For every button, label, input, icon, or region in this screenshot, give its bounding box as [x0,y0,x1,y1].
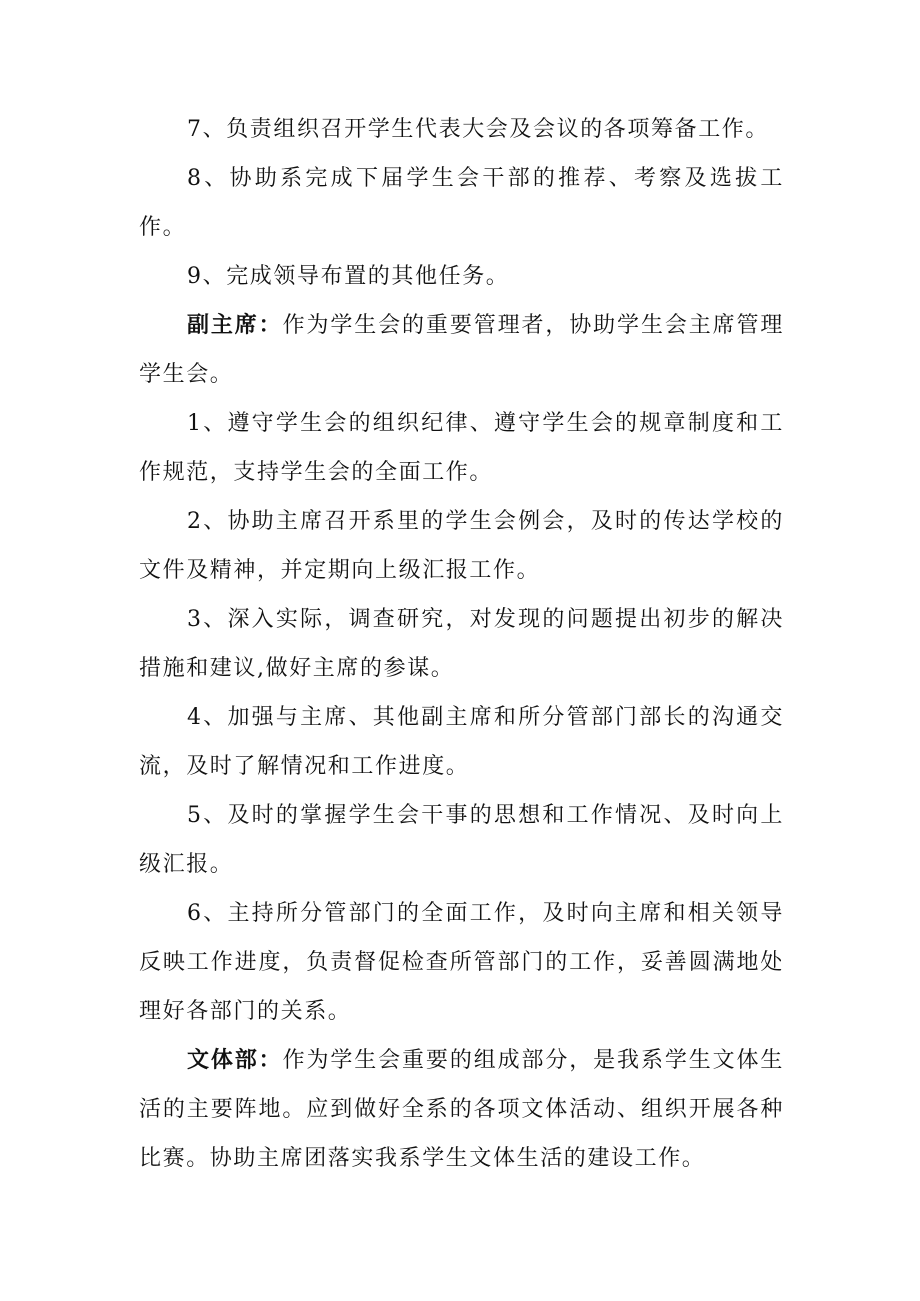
paragraph-item-vp-1 [139,399,784,497]
paragraph-text: 4、加强与主席、其他副主席和所分管部门部长的沟通交流，及时了解情况和工作进度。 [139,705,784,779]
paragraph-text: 1、遵守学生会的组织纪律、遵守学生会的规章制度和工作规范，支持学生会的全面工作。 [139,411,784,485]
paragraph-text: 作为学生会重要的组成部分，是我系学生文体生活的主要阵地。应到做好全系的各项文体活动、组织开展各种比赛。协助主席团落实我系学生文体生活的建设工作。 [139,1048,784,1171]
paragraph-item-8 [139,154,784,252]
paragraph-text: 3、深入实际，调查研究，对发现的问题提出初步的解决措施和建议,做好主席的参谋。 [139,607,784,681]
paragraph-item-vp-2 [139,497,784,595]
paragraph-text: 作为学生会的重要管理者，协助学生会主席管理学生会。 [139,313,784,387]
section-heading: 文体部： [187,1047,283,1073]
paragraph-text: 5、及时的掌握学生会干事的思想和工作情况、及时向上级汇报。 [139,803,784,877]
section-culture-sports-dept [139,1036,784,1183]
paragraph-text: 9、完成领导布置的其他任务。 [187,264,510,289]
paragraph-item-vp-6 [139,889,784,1036]
section-vice-chairman [139,301,784,399]
section-heading: 副主席： [187,312,283,338]
paragraph-item-7 [139,105,784,154]
document-body [139,105,784,1183]
paragraph-item-vp-5 [139,791,784,889]
paragraph-text: 2、协助主席召开系里的学生会例会，及时的传达学校的文件及精神，并定期向上级汇报工作。 [139,509,784,583]
paragraph-text: 7、负责组织召开学生代表大会及会议的各项筹备工作。 [187,117,769,142]
paragraph-text: 6、主持所分管部门的全面工作，及时向主席和相关领导反映工作进度，负责督促检查所管部门的工作，妥善圆满地处理好各部门的关系。 [139,901,784,1024]
paragraph-item-vp-4 [139,693,784,791]
paragraph-item-vp-3 [139,595,784,693]
paragraph-text: 8、协助系完成下届学生会干部的推荐、考察及选拔工作。 [139,166,784,240]
paragraph-item-9 [139,252,784,301]
